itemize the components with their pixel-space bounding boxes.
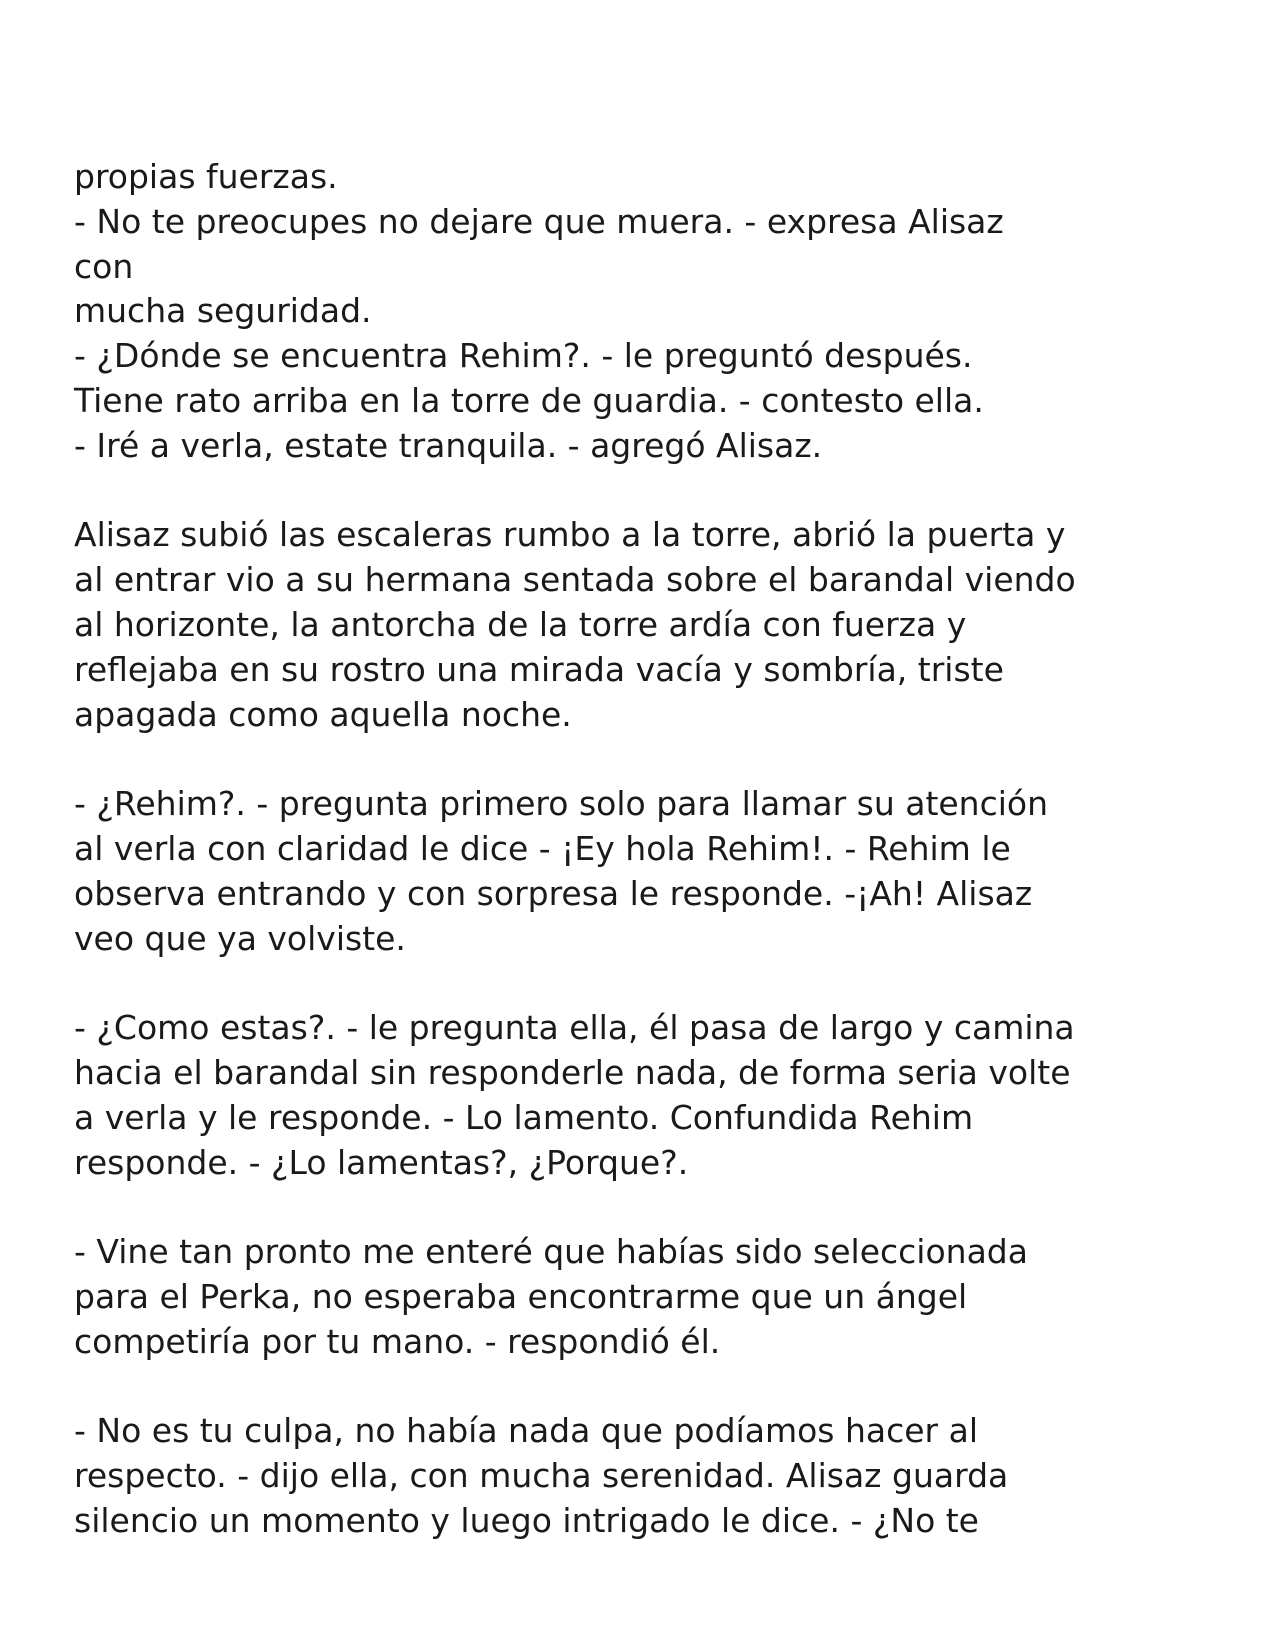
text-line: al entrar vio a su hermana sentada sobre el barandal viendo	[74, 560, 1076, 600]
text-line: - ¿Como estas?. - le pregunta ella, él pasa de largo y camina	[74, 1008, 1075, 1048]
text-line: Alisaz subió las escaleras rumbo a la torre, abrió la puerta y	[74, 515, 1066, 555]
text-line: - ¿Rehim?. - pregunta primero solo para llamar su atención	[74, 784, 1049, 824]
text-line: - Vine tan pronto me enteré que habías sido seleccionada	[74, 1232, 1028, 1272]
text-line: hacia el barandal sin responderle nada, de forma seria volte	[74, 1052, 1071, 1092]
text-line: a verla y le responde. - Lo lamento. Confundida Rehim	[74, 1097, 974, 1137]
paragraph-gap	[74, 737, 1214, 782]
text-line: - No es tu culpa, no había nada que podíamos hacer al	[74, 1411, 979, 1451]
paragraph-2	[74, 513, 1214, 737]
text-line: propias fuerzas.	[74, 157, 338, 196]
text-line: al horizonte, la antorcha de la torre ardía con fuerza y	[74, 604, 967, 644]
text-line: - ¿Dónde se encuentra Rehim?. - le preguntó después.	[74, 336, 973, 376]
paragraph-5	[74, 1230, 1214, 1364]
text-line: responde. - ¿Lo lamentas?, ¿Porque?.	[74, 1142, 689, 1182]
paragraph-3	[74, 782, 1214, 961]
paragraph-gap	[74, 469, 1214, 514]
text-line: veo que ya volviste.	[74, 918, 406, 958]
text-line: - Iré a verla, estate tranquila. - agregó Alisaz.	[74, 425, 823, 465]
text-line: competiría por tu mano. - respondió él.	[74, 1321, 721, 1361]
paragraph-6	[74, 1409, 1214, 1543]
paragraph-gap	[74, 1185, 1214, 1230]
text-line: con	[74, 246, 134, 286]
paragraph-4	[74, 1006, 1214, 1185]
text-line: silencio un momento y luego intrigado le dice. - ¿No te	[74, 1500, 979, 1540]
text-line: apagada como aquella noche.	[74, 694, 572, 734]
text-line: observa entrando y con sorpresa le responde. -¡Ah! Alisaz	[74, 873, 1033, 913]
text-line: al verla con claridad le dice - ¡Ey hola Rehim!. - Rehim le	[74, 828, 1011, 868]
text-line: respecto. - dijo ella, con mucha serenidad. Alisaz guarda	[74, 1456, 1009, 1496]
text-line: para el Perka, no esperaba encontrarme que un ángel	[74, 1276, 968, 1316]
paragraph-1	[74, 155, 1214, 469]
paragraph-gap	[74, 1365, 1214, 1410]
text-line: mucha seguridad.	[74, 291, 372, 331]
paragraph-gap	[74, 961, 1214, 1006]
text-line: Tiene rato arriba en la torre de guardia. - contesto ella.	[74, 380, 984, 420]
text-line: - No te preocupes no dejare que muera. - expresa Alisaz	[74, 201, 1004, 241]
document-page	[74, 155, 1214, 1544]
text-line: reflejaba en su rostro una mirada vacía y sombría, triste	[74, 649, 1004, 689]
